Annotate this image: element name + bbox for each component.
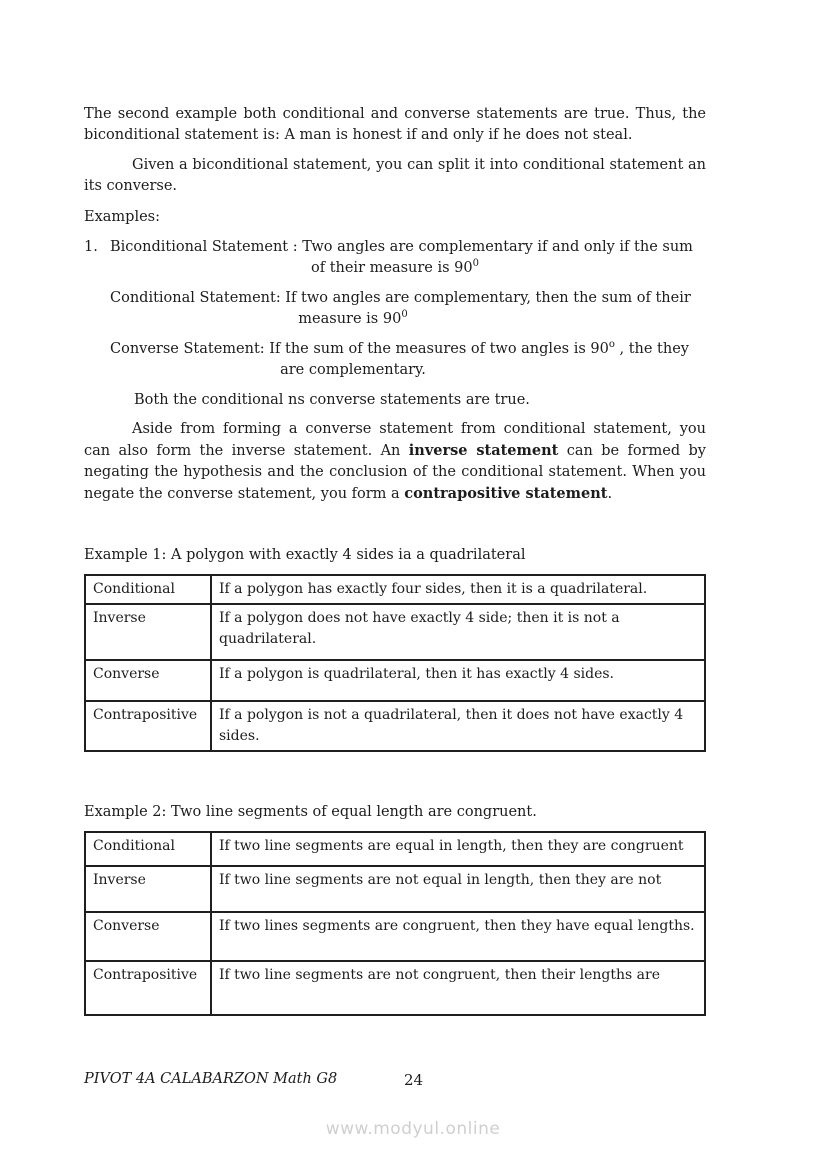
row-label: Converse: [85, 912, 211, 961]
row-label: Conditional: [85, 832, 211, 866]
list-number: 1.: [84, 239, 98, 255]
page-number: 24: [404, 1071, 424, 1089]
example1-table: [84, 574, 706, 752]
degree-superscript: 0: [401, 309, 408, 321]
row-text: If a polygon is quadrilateral, then it has exactly 4 sides.: [211, 660, 705, 701]
row-text: If two line segments are not equal in length, then they are not: [211, 866, 705, 912]
row-text: If two lines segments are congruent, then they have equal lengths.: [211, 912, 705, 961]
row-label: Contrapositive: [85, 701, 211, 751]
biconditional-line2: of their measure is $90^0$: [310, 258, 480, 276]
both-true-line: Both the conditional ns converse statements are true.: [134, 392, 530, 408]
row-label: Converse: [85, 660, 211, 701]
row-text: If a polygon does not have exactly 4 side; then it is not a quadrilateral.: [211, 604, 705, 660]
inverse-statement-bold: inverse statement: [408, 442, 559, 459]
row-label: Inverse: [85, 866, 211, 912]
row-text: If a polygon is not a quadrilateral, then it does not have exactly 4 sides.: [211, 701, 705, 751]
table-row: [85, 866, 705, 912]
row-text: If two line segments are not congruent, then their lengths are: [211, 961, 705, 1015]
paragraph-aside: Aside from forming a converse statement from conditional statement, you can also form the inverse statement. An inverse statement can be formed by negating the hypothesis and the conclusion of the conditional statement. When you negate the converse statement, you form a contrapositive statement.: [84, 421, 706, 502]
converse-statement: [84, 339, 706, 381]
converse-line2: are complementary.: [280, 362, 426, 378]
row-label: Contrapositive: [85, 961, 211, 1015]
table-row: [85, 832, 705, 866]
paragraph-intro: The second example both conditional and converse statements are true. Thus, the biconditional statement is: A man is honest if and only if he does not steal.: [84, 106, 706, 143]
row-label: Conditional: [85, 575, 211, 604]
page-content: [84, 104, 706, 1016]
watermark-text: www.modyul.online: [325, 1119, 501, 1139]
row-text: If a polygon has exactly four sides, then it is a quadrilateral.: [211, 575, 705, 604]
table-row: [85, 961, 705, 1015]
examples-label: Examples:: [84, 209, 160, 225]
example2-table: [84, 831, 706, 1016]
converse-line1: Converse Statement: If the sum of the measures of two angles is 90$^o$ , the they: [110, 339, 689, 357]
table-row: [85, 660, 705, 701]
degree-superscript: 0: [472, 258, 480, 270]
example1-heading: Example 1: A polygon with exactly 4 sides ia a quadrilateral: [84, 547, 526, 563]
row-text: If two line segments are equal in length, then they are congruent: [211, 832, 705, 866]
row-label: Inverse: [85, 604, 211, 660]
conditional-line2: measure is $90^0$: [298, 309, 408, 327]
conditional-statement: [84, 288, 706, 330]
table-row: [85, 912, 705, 961]
biconditional-line1: Biconditional Statement : Two angles are complementary if and only if the sum: [110, 239, 693, 255]
table-row: [85, 701, 705, 751]
degree-superscript: o: [608, 339, 615, 351]
footer-module-title: PIVOT 4A CALABARZON Math G8: [84, 1071, 338, 1087]
paragraph-given: Given a biconditional statement, you can split it into conditional statement an its converse.: [84, 157, 706, 194]
conditional-line1: Conditional Statement: If two angles are complementary, then the sum of their: [110, 290, 691, 306]
table-row: [85, 604, 705, 660]
contrapositive-statement-bold: contrapositive statement: [404, 485, 608, 502]
table-row: [85, 575, 705, 604]
biconditional-statement: [84, 237, 706, 279]
example2-heading: Example 2: Two line segments of equal length are congruent.: [84, 804, 537, 820]
